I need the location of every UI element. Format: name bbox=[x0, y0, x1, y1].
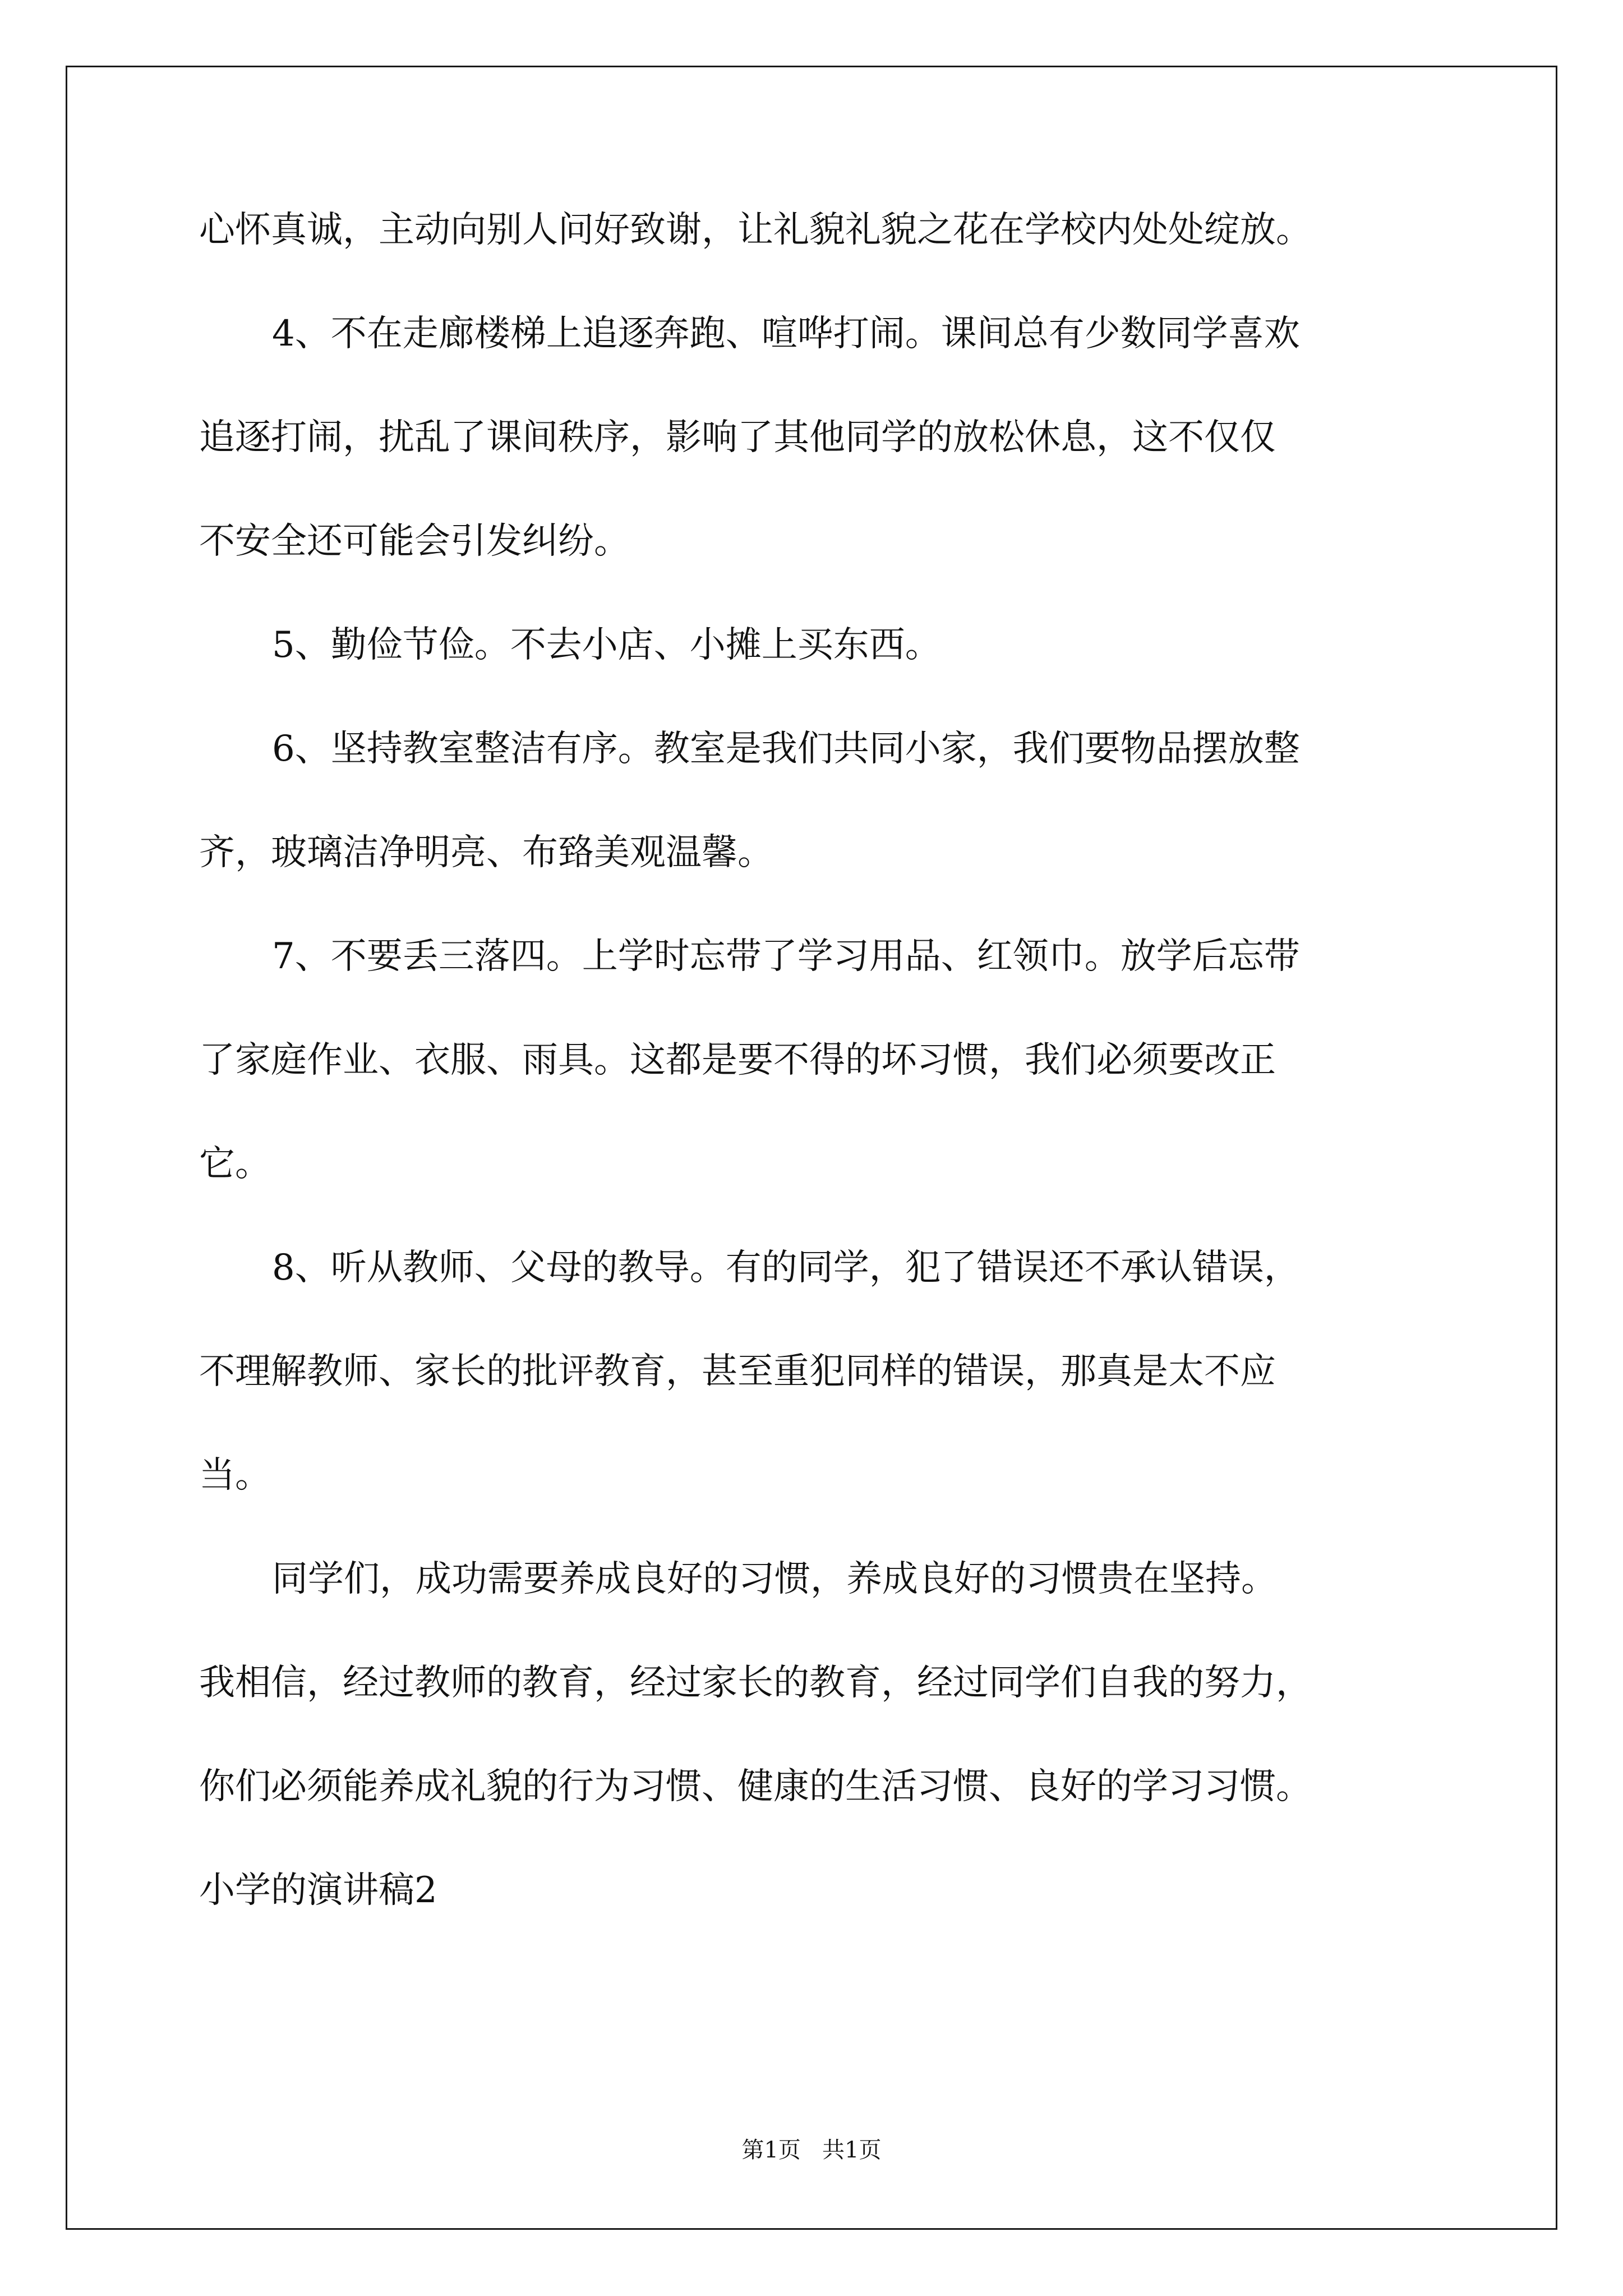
text-line: 它。 bbox=[199, 1143, 271, 1185]
section-heading: 小学的演讲稿2 bbox=[199, 1870, 437, 1911]
text-line: 同学们，成功需要养成良好的习惯，养成良好的习惯贵在坚持。 bbox=[272, 1558, 1277, 1600]
text-line: 7、不要丢三落四。上学时忘带了学习用品、红领巾。放学后忘带 bbox=[272, 936, 1300, 977]
text-line: 了家庭作业、衣服、雨具。这都是要不得的坏习惯，我们必须要改正 bbox=[199, 1039, 1276, 1081]
text-line: 不安全还可能会引发纠纷。 bbox=[199, 521, 630, 562]
text-line: 6、坚持教室整洁有序。教室是我们共同小家，我们要物品摆放整 bbox=[272, 728, 1300, 770]
text-line: 4、不在走廊楼梯上追逐奔跑、喧哗打闹。课间总有少数同学喜欢 bbox=[272, 313, 1300, 355]
text-line: 8、听从教师、父母的教导。有的同学，犯了错误还不承认错误， bbox=[272, 1247, 1300, 1289]
text-line: 追逐打闹，扰乱了课间秩序，影响了其他同学的放松休息，这不仅仅 bbox=[199, 417, 1276, 458]
text-line: 不理解教师、家长的批评教育，甚至重犯同样的错误，那真是太不应 bbox=[199, 1351, 1276, 1392]
text-line: 我相信，经过教师的教育，经过家长的教育，经过同学们自我的努力， bbox=[199, 1662, 1312, 1704]
text-line: 心怀真诚，主动向别人问好致谢，让礼貌礼貌之花在学校内处处绽放。 bbox=[199, 209, 1312, 251]
text-line: 5、勤俭节俭。不去小店、小摊上买东西。 bbox=[272, 624, 941, 666]
text-line: 你们必须能养成礼貌的行为习惯、健康的生活习惯、良好的学习习惯。 bbox=[199, 1766, 1312, 1807]
text-line: 当。 bbox=[199, 1455, 271, 1496]
page-number: 第1页 共1页 bbox=[741, 2137, 882, 2163]
text-line: 齐，玻璃洁净明亮、布臵美观温馨。 bbox=[199, 832, 773, 873]
